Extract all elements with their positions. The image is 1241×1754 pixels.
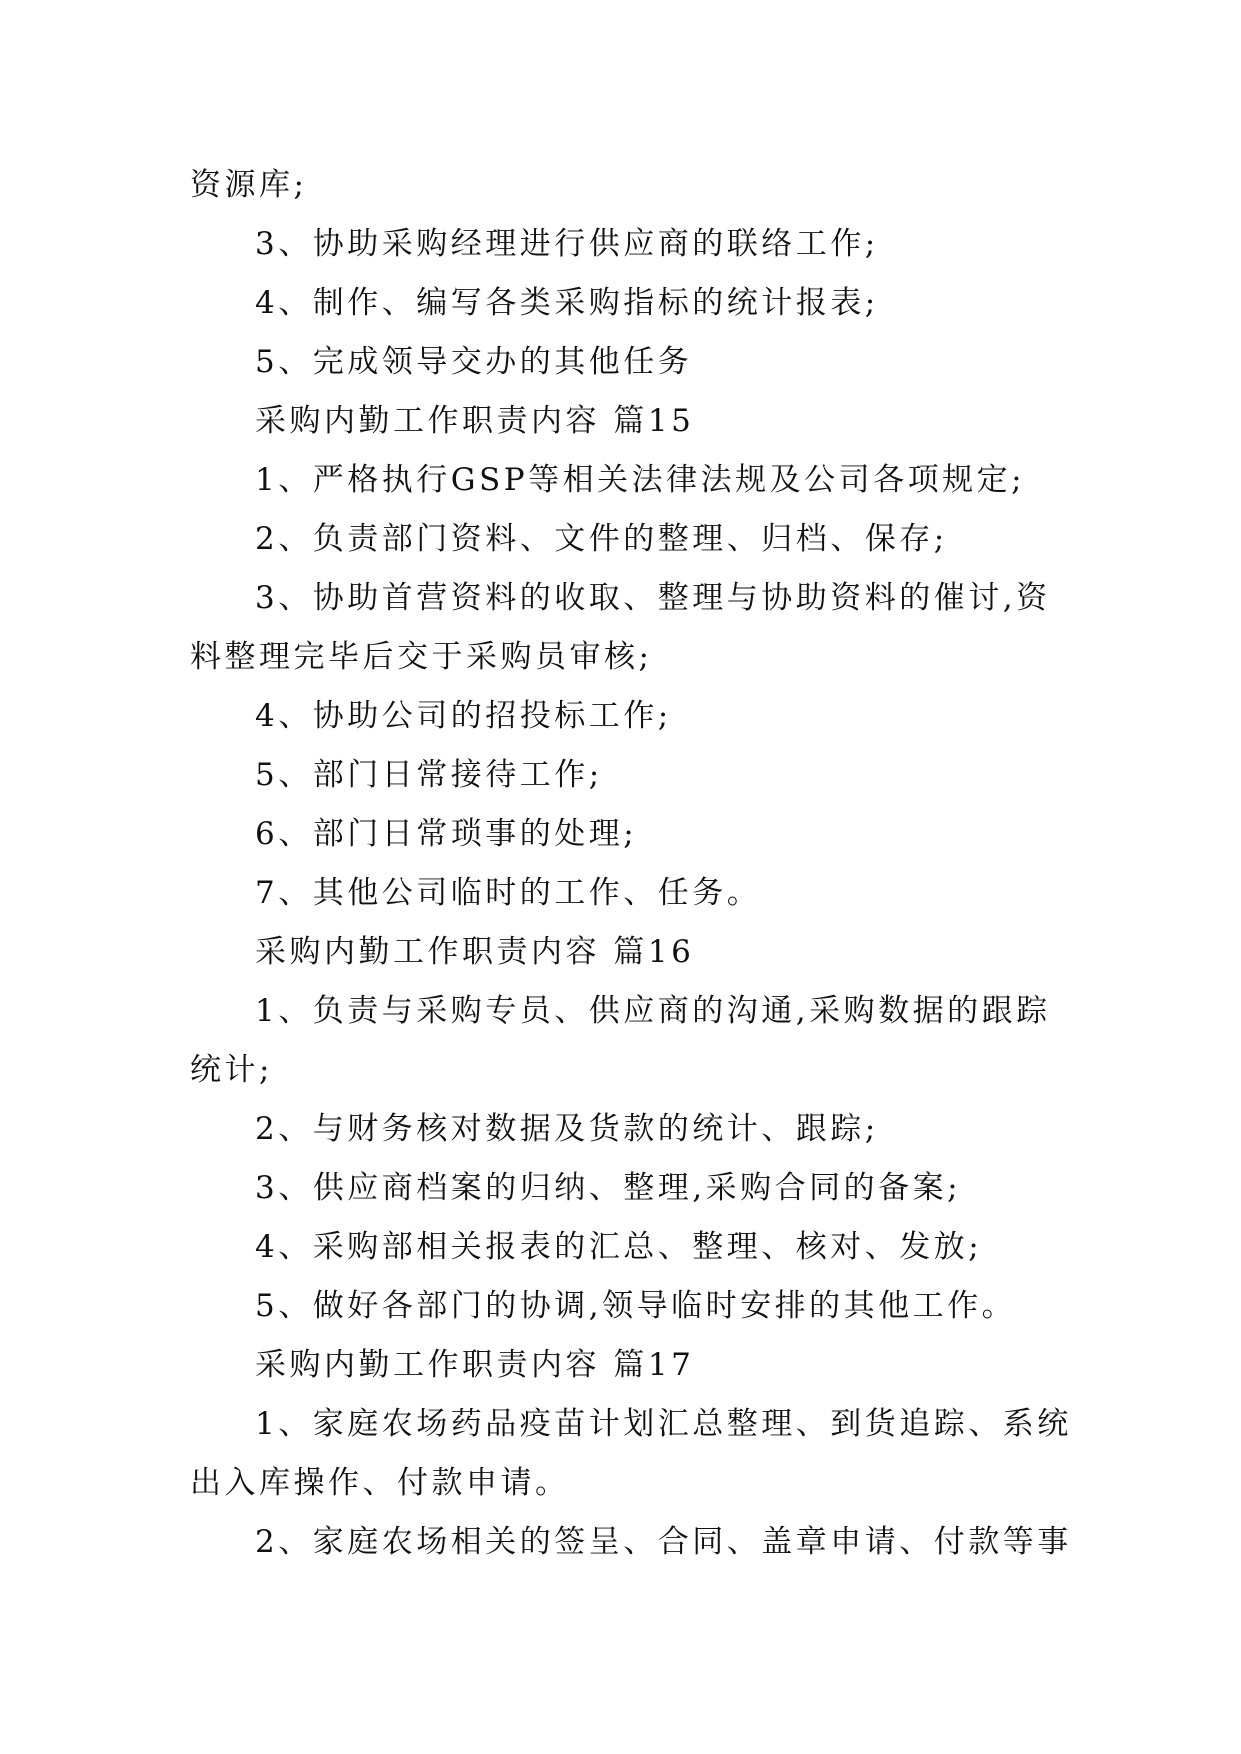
list-item: 1、严格执行GSP等相关法律法规及公司各项规定; (255, 462, 1026, 498)
list-item: 1、家庭农场药品疫苗计划汇总整理、到货追踪、系统 (255, 1406, 1072, 1442)
list-item: 3、协助首营资料的收取、整理与协助资料的催讨,资 (255, 580, 1051, 616)
list-item: 6、部门日常琐事的处理; (255, 816, 638, 852)
text-line-continuation: 料整理完毕后交于采购员审核; (190, 639, 653, 675)
list-item: 5、做好各部门的协调,领导临时安排的其他工作。 (255, 1288, 1017, 1324)
list-item: 5、部门日常接待工作; (255, 757, 603, 793)
text-line-continuation: 统计; (190, 1052, 273, 1088)
list-item: 4、协助公司的招投标工作; (255, 698, 672, 734)
list-item: 3、协助采购经理进行供应商的联络工作; (255, 226, 879, 262)
text-line: 资源库; (190, 167, 308, 203)
section-heading: 采购内勤工作职责内容 篇15 (255, 403, 695, 439)
section-heading: 采购内勤工作职责内容 篇17 (255, 1347, 695, 1383)
text-line-continuation: 出入库操作、付款申请。 (190, 1465, 570, 1501)
list-item: 3、供应商档案的归纳、整理,采购合同的备案; (255, 1170, 962, 1206)
section-heading: 采购内勤工作职责内容 篇16 (255, 934, 695, 970)
list-item: 1、负责与采购专员、供应商的沟通,采购数据的跟踪 (255, 993, 1051, 1029)
list-item: 2、家庭农场相关的签呈、合同、盖章申请、付款等事 (255, 1524, 1072, 1560)
list-item: 2、与财务核对数据及货款的统计、跟踪; (255, 1111, 879, 1147)
list-item: 5、完成领导交办的其他任务 (255, 344, 693, 380)
list-item: 7、其他公司临时的工作、任务。 (255, 875, 762, 911)
list-item: 4、制作、编写各类采购指标的统计报表; (255, 285, 879, 321)
list-item: 2、负责部门资料、文件的整理、归档、保存; (255, 521, 948, 557)
list-item: 4、采购部相关报表的汇总、整理、核对、发放; (255, 1229, 983, 1265)
